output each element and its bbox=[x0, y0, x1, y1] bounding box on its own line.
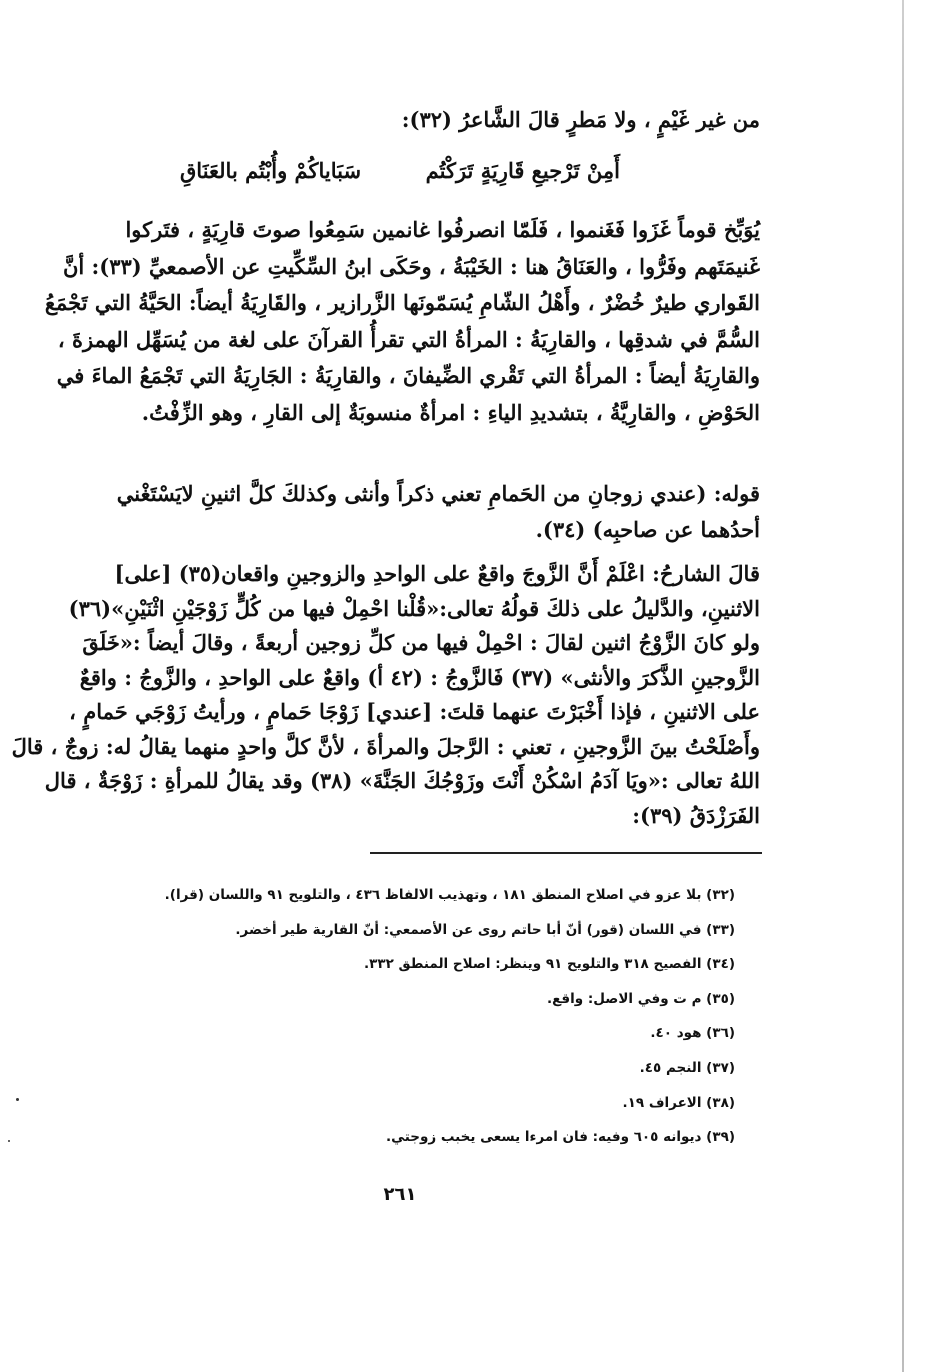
footnote-item: (٣٥) م ت وفي الاصل: واقع. bbox=[546, 990, 735, 1007]
text-line: والقارِيَةُ أيضاً : المرأةُ التي تَقْري الضِّيفانَ ، والقارِيَةُ : الجَارِيَةُ التي تَجْمَعُ الماءَ في bbox=[56, 363, 760, 388]
scan-speck bbox=[8, 1140, 10, 1142]
text-line: الحَوْضِ ، والقارِيَّةُ ، بتشديدِ الياءِ : امرأةٌ منسوبَةٌ إلى القارِ ، وهو الزِّفْتُ. bbox=[141, 399, 760, 425]
footnote-divider bbox=[370, 852, 762, 854]
intro-line bbox=[70, 100, 760, 140]
footnote-item: (٣٣) في اللسان (قور) أنّ أبا حاتم روى عن الأصمعي: أنّ القارية طير أخضر. bbox=[235, 921, 735, 938]
text-line: قالَ الشارحُ: اعْلَمْ أَنَّ الزَّوجَ واقعٌ على الواحدِ والزوجينِ واقعان(٣٥) [على] bbox=[114, 561, 760, 586]
footnote-item: (٣٧) النجم ٤٥. bbox=[639, 1059, 735, 1076]
poetry-verse bbox=[180, 150, 620, 190]
text-line: اللهُ تعالى :«ويَا آدَمُ اسْكُنْ أَنْتَ وزَوْجُكَ الجَنَّةَ» (٣٨) وقد يقالُ للمرأةِ : زَوْجَةٌ ، قال bbox=[44, 768, 760, 793]
scan-speck bbox=[16, 1098, 19, 1101]
commentary-paragraph bbox=[44, 212, 760, 431]
text-line: غَنيمَتَهم وفَرُّوا ، والعَنَاقُ هنا : الخَيْبَةُ ، وحَكَى ابنُ السِّكِّيتِ عن الأصمعيِّ (٣٣): أنَّ bbox=[62, 253, 760, 279]
footnote-item: (٣٦) هود ٤٠. bbox=[650, 1025, 735, 1042]
verse-second-hemistich: سَبَاياكُمْ وأُبْتُم بالعَنَاقِ bbox=[180, 157, 362, 183]
page-edge-shadow bbox=[902, 0, 904, 1372]
text-line: أحدُهما عن صاحبِه) (٣٤). bbox=[535, 517, 760, 542]
footnote-item: (٣٢) بلا عزو في اصلاح المنطق ١٨١ ، وتهذيب الالفاظ ٤٣٦ ، والتلويح ٩١ واللسان (قرا). bbox=[164, 887, 735, 903]
footnote-item: (٣٩) ديوانه ٦٠٥ وفيه: فان امرءا يسعى يخبب زوجتي. bbox=[385, 1129, 735, 1146]
text-line: الزَّوجينِ الذَّكرَ والأنثى» (٣٧) فَالزَّوجُ : (٤٢ أ) واقعٌ على الواحدِ ، والزَّوجُ : واقعٌ bbox=[79, 664, 760, 690]
text-line: ولو كانَ الزَّوْجُ اثنين لقالَ : احْمِلْ فيها من كلِّ زوجين أربعةً ، وقالَ أيضاً :«خَلَقَ bbox=[82, 630, 760, 655]
text-line: الاثنينِ، والدَّليلُ على ذلكَ قولُهُ تعالى:«قُلْنا احْمِلْ فيها من كُلٍّ زَوْجَيْنِ اثْنَيْنِ»(٣٦) bbox=[68, 595, 760, 621]
quoted-text-paragraph bbox=[70, 476, 760, 548]
explanation-paragraph bbox=[11, 557, 760, 833]
text-line: من غير غَيْمٍ ، ولا مَطرٍ قالَ الشَّاعرُ (٣٢): bbox=[401, 107, 760, 132]
text-line: قوله: (عندي زوجانِ من الحَمامِ تعني ذكراً وأنثى وكذلكَ كلَّ اثنينِ لايَسْتَغْني bbox=[116, 481, 760, 506]
text-line: الفَرَزْدَقُ (٣٩): bbox=[632, 802, 760, 828]
text-line: يُوَبِّخ قوماً غَزَوا فَغَنموا ، فَلَمّا انصرفُوا غانمين سَمِعُوا صوتَ قارِيَةٍ ، فتَركوا bbox=[125, 217, 760, 242]
page-number: ٢٦١ bbox=[383, 1184, 417, 1205]
text-line: القَواري طيرٌ خُضْرٌ ، وأَهْلُ الشّامِ يُسَمّونَها الزَّرازير ، والقَارِيَةُ أيضاً: الحَيَّةُ التي تَجْمَعُ bbox=[44, 290, 760, 315]
text-line: وأَصْلَحْتُ بينَ الزَّوجينِ ، تعني : الرَّجلَ والمرأةَ ، لأنَّ كلَّ واحدٍ منهما يقالُ له: زوجٌ ، قالَ bbox=[11, 733, 760, 759]
footnote-item: (٣٤) الفصيح ٣١٨ والتلويح ٩١ وينظر: اصلاح المنطق ٣٣٢. bbox=[363, 956, 735, 973]
verse-first-hemistich: أَمِنْ تَرْجيعِ قَارِيَةٍ تَرَكْتُم bbox=[425, 157, 620, 183]
text-line: السُّمَّ في شدقِها ، والقارِيَةُ : المرأةُ التي تقرأُ القرآنَ على لغة من يُسَهِّل الهمزةَ ، bbox=[57, 326, 760, 352]
footnote-item: (٣٨) الاعراف ١٩. bbox=[622, 1094, 735, 1111]
footnotes bbox=[150, 878, 735, 1155]
text-line: على الاثنينِ ، فإذا أَخْبَرْتَ عنهما قلتَ: [عندي] زَوْجَا حَمامٍ ، ورأيتُ زَوْجَي حَمامٍ ، bbox=[69, 699, 760, 724]
